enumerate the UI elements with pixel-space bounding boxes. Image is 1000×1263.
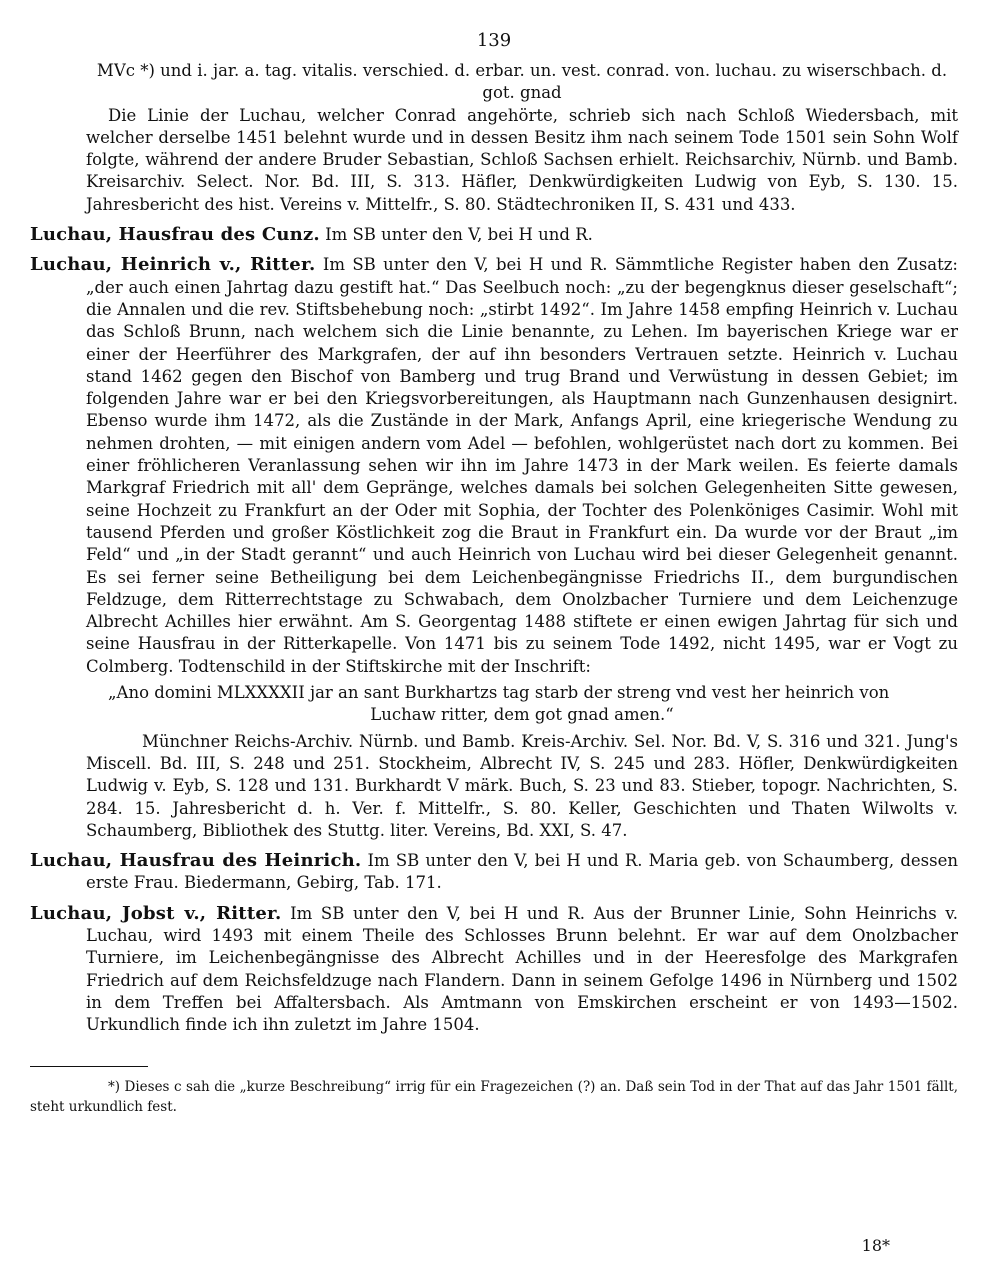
entry-text: Im SB unter den V, bei H und R. Aus der Brunner Linie, Sohn Heinrichs v. Luchau, wird 1493 mit einem Theile des Schlosses Brunn belehnt. Er war auf dem Onolzbacher Turniere, im Leichenbegängnisse des Albrecht Achilles und in der Heeresfolge des Markgrafen Friedrich auf dem Reichsfeldzuge nach Flandern. Dann in seinem Gefolge 1496 in Nürnberg und 1502 in dem Treffen bei Affaltersbach. Als Amtmann von Emskirchen erscheint er von 1493—1502. Urkundlich finde ich ihn zuletzt im Jahre 1504.: [86, 903, 958, 1035]
footnote-divider: [30, 1066, 148, 1067]
entry-heading: Luchau, Jobst v., Ritter.: [30, 902, 282, 924]
entry-heading: Luchau, Hausfrau des Cunz.: [30, 224, 320, 246]
entry-text: Im SB unter den V, bei H und R. Sämmtliche Register haben den Zusatz: „der auch einen Jahrtag dazu gestift hat.“ Das Seelbuch noch: „zu der begengknus dieser geselschaft“; die Annalen und die rev. Stiftsbehebung noch: „stirbt 1492“. Im Jahre 1458 empfing Heinrich v. Luchau das Schloß Brunn, nach welchem sich die Linie benannte, zu Lehen. Im bayerischen Kriege war er einer der Heerführer des Markgrafen, der auf ihn besonders Vertrauen setzte. Heinrich v. Luchau stand 1462 gegen den Bischof von Bamberg und trug Brand und Verwüstung in dessen Gebiet; im folgenden Jahre war er bei den Kriegsvorbereitungen, als Hauptmann nach Gunzenhausen designirt. Ebenso wurde ihm 1472, als die Zustände in der Mark, Anfangs April, eine kriegerische Wendung zu nehmen drohten, — mit einigen andern vom Adel — befohlen, wohlgerüstet nach dort zu kommen. Bei einer fröhlicheren Veranlassung sehen wir ihn im Jahre 1473 in der Mark weilen. Es feierte damals Markgraf Friedrich mit all' dem Gepränge, welches damals bei solchen Gelegenheiten Sitte gewesen, seine Hochzeit zu Frankfurt an der Oder mit Sophia, der Tochter des Polenköniges Casimir. Wohl mit tausend Pferden und großer Köstlichkeit zog die Braut in Frankfurt ein. Da wurde vor der Braut „im Feld“ und „in der Stadt gerannt“ und auch Heinrich von Luchau wird bei dieser Gelegenheit genannt. Es sei ferner seine Betheiligung bei dem Leichenbegängnisse Friedrichs II., dem burgundischen Feldzuge, dem Ritterrechtstage zu Schwabach, dem Onolzbacher Turniere und dem Leichenzuge Albrecht Achilles hier erwähnt. Am S. Georgentag 1488 stiftete er einen ewigen Jahrtag für sich und seine Hausfrau in der Ritterkapelle. Von 1471 bis zu seinem Tode 1492, nicht 1495, war er Vogt zu Colmberg. Todtenschild in der Stiftskirche mit der Inschrift:: [86, 255, 958, 676]
entry-text: Im SB unter den V, bei H und R.: [319, 225, 593, 245]
entry-luchau-hausfrau-heinrich: [30, 850, 958, 895]
entry-luchau-jobst: [30, 903, 958, 1037]
entry-heading: Luchau, Hausfrau des Heinrich.: [30, 850, 362, 872]
inscription-quote-line-1: „Ano domini MLXXXXII jar an sant Burkhartzs tag starb der streng vnd vest her heinrich von: [108, 683, 890, 703]
entry-text: Im SB unter den V, bei H und R. Maria geb. von Schaumberg, dessen erste Frau. Biedermann, Gebirg, Tab. 171.: [86, 851, 958, 893]
entry-heading: Luchau, Heinrich v., Ritter.: [30, 254, 316, 276]
references-paragraph: Münchner Reichs-Archiv. Nürnb. und Bamb. Kreis-Archiv. Sel. Nor. Bd. V, S. 316 und 321. Jung's Miscell. Bd. III, S. 248 und 251. Stockheim, Albrecht IV, S. 245 und 283. Höfler, Denkwürdigkeiten Ludwig v. Eyb, S. 128 und 131. Burkhardt V märk. Buch, S. 23 und 83. Stieber, topogr. Nachrichten, S. 284. 15. Jahresbericht d. h. Ver. f. Mittelfr., S. 80. Keller, Geschichten und Thaten Wilwolts v. Schaumberg, Bibliothek des Stuttg. liter. Vereins, Bd. XXI, S. 47.: [86, 731, 958, 840]
signature-mark: 18*: [861, 1236, 890, 1255]
inscription-line: MVc *) und i. jar. a. tag. vitalis. verschied. d. erbar. un. vest. conrad. von. luchau. zu wiserschbach. d. got. gnad: [96, 61, 948, 103]
footnote: *) Dieses c sah die „kurze Beschreibung“ irrig für ein Fragezeichen (?) an. Daß sein Tod in der That auf das Jahr 1501 fällt, steht urkundlich fest.: [30, 1079, 958, 1116]
entry-luchau-hausfrau-cunz: [30, 224, 958, 246]
inscription-quote-line-2: Luchaw ritter, dem got gnad amen.“: [370, 705, 674, 725]
body-text: [30, 60, 958, 1036]
entry-luchau-heinrich: [30, 254, 958, 678]
page-number: 139: [476, 30, 512, 51]
paragraph-conrad-lineage: Die Linie der Luchau, welcher Conrad angehörte, schrieb sich nach Schloß Wiedersbach, mit welcher derselbe 1451 belehnt wurde und in dessen Besitz ihm nach seinem Tode 1501 sein Sohn Wolf folgte, während der andere Bruder Sebastian, Schloß Sachsen erhielt. Reichsarchiv, Nürnb. und Bamb. Kreisarchiv. Select. Nor. Bd. III, S. 313. Häfler, Denkwürdigkeiten Ludwig von Eyb, S. 130. 15. Jahresbericht des hist. Vereins v. Mittelfr., S. 80. Städtechroniken II, S. 431 und 433.: [86, 105, 958, 214]
